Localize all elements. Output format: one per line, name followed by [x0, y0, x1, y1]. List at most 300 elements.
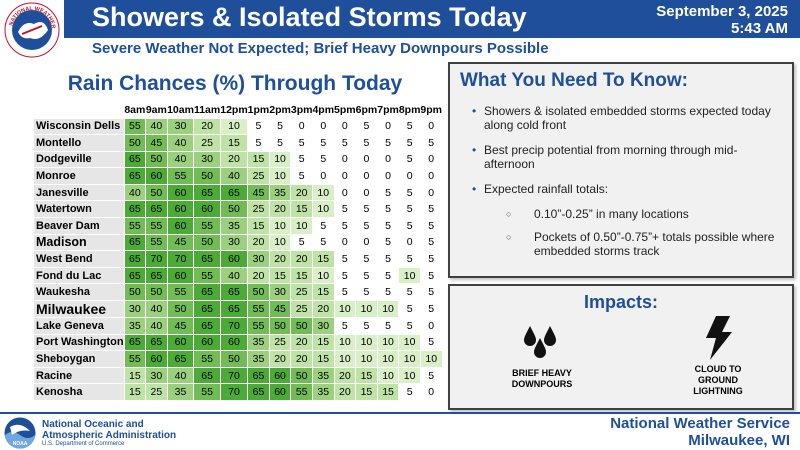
noaa-name-line: National Oceanic and	[42, 419, 144, 430]
rain-chance-cell: 5	[291, 234, 313, 251]
rain-chance-cell: 15	[312, 334, 334, 351]
rain-chance-cell: 65	[194, 318, 220, 335]
rain-chance-cell: 20	[291, 251, 313, 268]
hour-header: 1pm	[247, 103, 270, 116]
rain-chance-cell: 60	[220, 334, 247, 351]
rain-chance-cell: 60	[194, 334, 220, 351]
header	[0, 0, 800, 62]
rain-chance-cell: 15	[291, 201, 313, 218]
rain-chance-cell: 0	[420, 318, 442, 335]
hour-header: 12pm	[220, 103, 248, 116]
rain-chance-cell: 5	[356, 118, 378, 135]
rain-chance-cell: 5	[377, 218, 399, 235]
rain-chance-cell: 55	[167, 168, 194, 185]
rain-chance-cell: 5	[420, 267, 442, 284]
rain-chance-cell: 20	[291, 351, 313, 368]
rain-chance-cell: 5	[269, 118, 291, 135]
rain-chance-cell: 60	[167, 201, 194, 218]
rain-chance-cell: 10	[377, 367, 399, 384]
hour-header: 8pm	[398, 103, 421, 116]
rain-chance-cell: 0	[312, 118, 334, 135]
rain-chance-cell: 50	[167, 301, 194, 318]
rain-chance-cell: 5	[377, 184, 399, 201]
rain-chance-cell: 15	[312, 251, 334, 268]
impacts-title: Impacts:	[583, 292, 659, 312]
key-points-list	[472, 104, 788, 267]
rain-chance-cell: 15	[377, 384, 399, 401]
rain-chance-cell: 0	[312, 168, 334, 185]
city-name: Port Washington	[34, 334, 125, 351]
rain-chance-cell: 0	[356, 168, 378, 185]
rain-chance-cell: 30	[167, 118, 194, 135]
rain-chance-cell: 25	[194, 135, 220, 152]
rain-chance-cell: 15	[291, 267, 313, 284]
rain-chance-cell: 35	[312, 367, 334, 384]
rain-chance-cell: 40	[146, 318, 168, 335]
rain-chance-cell: 0	[399, 168, 421, 185]
rain-chance-cell: 5	[356, 135, 378, 152]
rain-chance-cell: 40	[167, 151, 194, 168]
rain-chance-cell: 5	[377, 318, 399, 335]
rain-chance-cell: 5	[420, 218, 442, 235]
rain-chance-cell: 70	[220, 384, 247, 401]
rain-chance-cell: 65	[220, 184, 247, 201]
rain-chance-cell: 10	[377, 351, 399, 368]
rain-chance-cell: 50	[146, 184, 168, 201]
rain-chance-cell: 25	[248, 201, 270, 218]
rain-chance-cell: 25	[291, 284, 313, 301]
rain-chance-cell: 70	[220, 318, 247, 335]
city-name: Sheboygan	[34, 351, 125, 368]
hour-header-row	[34, 102, 443, 118]
rain-chance-cell: 60	[269, 384, 291, 401]
page-subtitle: Severe Weather Not Expected; Brief Heavy Downpours Possible	[92, 40, 549, 57]
rain-chance-cell: 25	[146, 384, 168, 401]
rain-chance-cell: 15	[269, 267, 291, 284]
rain-chance-cell: 70	[167, 251, 194, 268]
rain-chance-cell: 60	[167, 267, 194, 284]
rain-chance-cell: 60	[194, 201, 220, 218]
rain-chance-cell: 15	[312, 284, 334, 301]
rain-chance-cell: 70	[220, 367, 247, 384]
rain-chance-cell: 10	[399, 334, 421, 351]
rain-chance-cell: 5	[356, 251, 378, 268]
rain-chance-cell: 0	[420, 184, 442, 201]
impact-label-line: GROUND	[698, 375, 738, 385]
rain-chance-cell: 55	[248, 318, 270, 335]
rain-chance-cell: 5	[377, 201, 399, 218]
rain-chance-table	[33, 102, 443, 401]
issue-date: September 3, 2025	[656, 3, 788, 20]
rain-chance-cell: 65	[124, 151, 146, 168]
rain-chance-cell: 35	[248, 351, 270, 368]
rain-chance-cell: 50	[291, 318, 313, 335]
city-name: Madison	[34, 234, 125, 251]
rain-chance-cell: 55	[124, 218, 146, 235]
city-name: Wisconsin Dells	[34, 118, 125, 135]
rain-chance-cell: 5	[356, 318, 378, 335]
rain-chance-cell: 0	[334, 151, 356, 168]
table-row	[34, 318, 443, 335]
rain-chance-cell: 5	[399, 218, 421, 235]
rain-chance-cell: 5	[420, 367, 442, 384]
noaa-department: U.S. Department of Commerce	[42, 441, 125, 447]
rain-chance-cell: 40	[167, 367, 194, 384]
rain-chance-cell: 50	[194, 234, 220, 251]
rain-chance-cell: 30	[194, 151, 220, 168]
rain-chance-cell: 10	[312, 267, 334, 284]
city-name: Janesville	[34, 184, 125, 201]
rain-chance-cell: 45	[146, 135, 168, 152]
hour-header: 11am	[193, 103, 221, 116]
key-point: • Expected rainfall totals:	[472, 182, 788, 196]
rain-table-body	[34, 118, 443, 401]
rain-chance-cell: 20	[291, 184, 313, 201]
rain-chance-cell: 40	[124, 184, 146, 201]
rain-chance-cell: 20	[269, 351, 291, 368]
rain-chance-cell: 50	[220, 351, 247, 368]
nws-logo-icon	[4, 2, 60, 58]
rain-chance-cell: 60	[167, 334, 194, 351]
rain-chance-cell: 20	[220, 151, 247, 168]
rain-chance-cell: 5	[291, 135, 313, 152]
rain-chance-cell: 35	[124, 318, 146, 335]
rain-chance-cell: 0	[334, 184, 356, 201]
city-name: Fond du Lac	[34, 267, 125, 284]
rain-chance-cell: 0	[356, 184, 378, 201]
impact-label-line: LIGHTNING	[693, 386, 743, 396]
rain-chance-cell: 60	[167, 184, 194, 201]
rain-chance-cell: 45	[269, 301, 291, 318]
rain-chance-cell: 0	[291, 118, 313, 135]
rain-chance-cell: 55	[124, 351, 146, 368]
rain-chance-cell: 35	[269, 184, 291, 201]
table-row	[34, 184, 443, 201]
rain-chance-cell: 0	[334, 234, 356, 251]
rain-chance-cell: 5	[399, 118, 421, 135]
rain-chance-cell: 10	[291, 218, 313, 235]
rain-chance-cell: 5	[399, 151, 421, 168]
rain-chance-cell: 25	[291, 301, 313, 318]
rain-chance-cell: 50	[124, 284, 146, 301]
table-row	[34, 118, 443, 135]
issue-datetime	[656, 3, 788, 37]
rain-chance-cell: 35	[220, 218, 247, 235]
rain-chance-cell: 5	[399, 184, 421, 201]
rain-chance-cell: 10	[334, 351, 356, 368]
impact-label-line: CLOUD TO	[694, 364, 742, 374]
rain-chance-cell: 55	[194, 384, 220, 401]
page-title: Showers & Isolated Storms Today	[92, 2, 527, 32]
rain-chance-cell: 5	[377, 284, 399, 301]
rain-chance-cell: 50	[146, 284, 168, 301]
table-corner	[34, 102, 125, 118]
rain-chance-cell: 10	[356, 301, 378, 318]
rain-chance-cell: 5	[356, 201, 378, 218]
rain-chance-cell: 5	[312, 218, 334, 235]
table-row	[34, 201, 443, 218]
rain-chance-cell: 5	[334, 201, 356, 218]
table-row	[34, 251, 443, 268]
rain-chance-cell: 15	[356, 367, 378, 384]
rain-chance-cell: 50	[194, 168, 220, 185]
city-name: Kenosha	[34, 384, 125, 401]
office-name: National Weather Service	[610, 415, 790, 432]
nws-office	[610, 415, 790, 449]
city-name: Monroe	[34, 168, 125, 185]
rain-chance-cell: 15	[248, 218, 270, 235]
rain-chance-cell: 30	[220, 234, 247, 251]
table-title: Rain Chances (%) Through Today	[67, 72, 403, 95]
rain-chance-cell: 65	[124, 334, 146, 351]
table-row	[34, 135, 443, 152]
city-name: Racine	[34, 367, 125, 384]
rain-chance-cell: 55	[248, 301, 270, 318]
rain-chance-cell: 20	[269, 251, 291, 268]
rain-chance-cell: 35	[248, 334, 270, 351]
rain-chance-cell: 5	[248, 118, 270, 135]
rain-chance-cell: 0	[334, 118, 356, 135]
city-name: Waukesha	[34, 284, 125, 301]
rain-chance-cell: 10	[269, 218, 291, 235]
rain-chance-cell: 55	[146, 234, 168, 251]
rain-chance-cell: 5	[377, 135, 399, 152]
rain-chance-cell: 20	[334, 384, 356, 401]
rain-chance-cell: 35	[312, 384, 334, 401]
rain-chance-cell: 45	[167, 234, 194, 251]
rain-chance-cell: 10	[312, 201, 334, 218]
rain-chance-cell: 20	[194, 118, 220, 135]
rain-chance-cell: 5	[399, 284, 421, 301]
rain-chance-cell: 20	[248, 234, 270, 251]
impact-label-line: DOWNPOURS	[511, 379, 573, 389]
rain-chance-cell: 10	[356, 334, 378, 351]
table-row	[34, 384, 443, 401]
noaa-name	[42, 419, 176, 441]
rain-chance-cell: 60	[146, 168, 168, 185]
rain-chance-cell: 50	[291, 367, 313, 384]
footer-divider	[0, 412, 800, 414]
noaa-logo-icon	[4, 417, 36, 449]
rain-chance-cell: 25	[248, 168, 270, 185]
key-points-panel	[448, 62, 794, 278]
rain-chance-cell: 30	[124, 301, 146, 318]
table-row	[34, 334, 443, 351]
rain-chance-cell: 15	[124, 367, 146, 384]
rain-chance-cell: 55	[194, 351, 220, 368]
rain-chance-cell: 25	[269, 334, 291, 351]
rain-chance-cell: 0	[334, 168, 356, 185]
table-row	[34, 168, 443, 185]
city-name: Beaver Dam	[34, 218, 125, 235]
hour-header: 9pm	[420, 103, 443, 116]
rain-chance-cell: 0	[420, 384, 442, 401]
rain-chance-cell: 65	[194, 367, 220, 384]
rain-chance-cell: 65	[194, 301, 220, 318]
key-point: • Best precip potential from morning through mid-afternoon	[472, 143, 788, 171]
rain-chance-cell: 5	[420, 301, 442, 318]
rain-chance-cell: 0	[377, 151, 399, 168]
rain-chance-cell: 15	[248, 151, 270, 168]
rain-chance-cell: 0	[399, 234, 421, 251]
rain-chance-cell: 40	[167, 135, 194, 152]
noaa-name-line: Atmospheric Administration	[42, 430, 177, 441]
key-subpoint: ○ 0.10”-0.25” in many locations	[500, 207, 788, 221]
rain-chance-cell: 5	[420, 135, 442, 152]
rain-chance-cell: 65	[124, 168, 146, 185]
rain-chance-cell: 30	[312, 318, 334, 335]
lightning-icon	[702, 316, 734, 360]
rain-chance-cell: 10	[377, 334, 399, 351]
rain-chance-cell: 5	[334, 284, 356, 301]
rain-chance-cell: 5	[356, 267, 378, 284]
noaa-logo-text: NOAA	[12, 441, 28, 447]
rain-chance-cell: 5	[334, 218, 356, 235]
rain-chance-cell: 60	[167, 218, 194, 235]
rain-chance-cell: 50	[124, 135, 146, 152]
table-row	[34, 151, 443, 168]
rain-chance-cell: 0	[420, 168, 442, 185]
table-row	[34, 301, 443, 318]
rain-chance-cell: 5	[399, 318, 421, 335]
rain-chance-cell: 20	[334, 367, 356, 384]
rain-chance-cell: 40	[220, 267, 247, 284]
rain-chance-cell: 60	[269, 367, 291, 384]
rain-chance-cell: 5	[312, 135, 334, 152]
impacts-panel	[448, 284, 794, 410]
table-row	[34, 218, 443, 235]
rain-chance-cell: 65	[248, 367, 270, 384]
city-name: Watertown	[34, 201, 125, 218]
rain-chance-cell: 65	[146, 267, 168, 284]
rain-chance-cell: 50	[220, 201, 247, 218]
rain-chance-cell: 35	[167, 384, 194, 401]
city-name: Lake Geneva	[34, 318, 125, 335]
rain-chance-cell: 20	[269, 201, 291, 218]
hour-header: 5pm	[334, 103, 356, 116]
rain-chance-cell: 65	[220, 301, 247, 318]
rain-chance-cell: 50	[146, 151, 168, 168]
rain-chance-cell: 20	[248, 267, 270, 284]
rain-chance-cell: 45	[167, 318, 194, 335]
rain-chance-cell: 5	[420, 234, 442, 251]
rain-chance-cell: 5	[291, 168, 313, 185]
rain-chance-cell: 10	[356, 351, 378, 368]
rain-chance-cell: 5	[291, 151, 313, 168]
rain-chance-cell: 55	[194, 267, 220, 284]
rain-chance-cell: 10	[269, 234, 291, 251]
rain-chance-cell: 70	[146, 251, 168, 268]
rain-chance-cell: 55	[291, 384, 313, 401]
rain-chance-cell: 5	[356, 218, 378, 235]
rain-chance-cell: 65	[124, 234, 146, 251]
city-name: Montello	[34, 135, 125, 152]
rain-chance-cell: 65	[124, 201, 146, 218]
rain-chance-cell: 30	[146, 367, 168, 384]
rain-chance-cell: 5	[420, 334, 442, 351]
impact-label-lightning	[668, 364, 768, 397]
rain-chance-cell: 10	[220, 118, 247, 135]
rain-chance-cell: 0	[377, 168, 399, 185]
table-row	[34, 267, 443, 284]
impact-label-line: BRIEF HEAVY	[512, 368, 572, 378]
raindrops-icon	[522, 322, 562, 362]
rain-chance-cell: 30	[269, 284, 291, 301]
rain-chance-cell: 10	[334, 301, 356, 318]
hour-header: 9am	[145, 103, 167, 116]
rain-chance-cell: 30	[248, 251, 270, 268]
rain-chance-cell: 65	[194, 184, 220, 201]
hour-header: 6pm	[355, 103, 378, 116]
hour-header: 4pm	[312, 103, 335, 116]
rain-chance-cell: 15	[220, 135, 247, 152]
key-points-title: What You Need To Know:	[460, 70, 688, 91]
issue-time: 5:43 AM	[731, 20, 788, 37]
rain-chance-cell: 60	[146, 351, 168, 368]
rain-chance-cell: 10	[399, 367, 421, 384]
rain-chance-cell: 55	[146, 218, 168, 235]
logo-text: NATIONAL WEATHER	[8, 5, 56, 29]
rain-chance-cell: 60	[220, 251, 247, 268]
hour-header: 2pm	[269, 103, 291, 116]
rain-chance-cell: 5	[420, 201, 442, 218]
rain-chance-cell: 10	[269, 151, 291, 168]
rain-chance-cell: 5	[399, 384, 421, 401]
city-name: West Bend	[34, 251, 125, 268]
rain-chance-cell: 5	[334, 267, 356, 284]
table-row	[34, 367, 443, 384]
hour-header: 7pm	[377, 103, 399, 116]
rain-chance-cell: 15	[356, 384, 378, 401]
rain-chance-cell: 65	[146, 334, 168, 351]
rain-chance-cell: 45	[248, 184, 270, 201]
rain-chance-cell: 10	[420, 351, 442, 368]
rain-chance-cell: 0	[356, 151, 378, 168]
rain-chance-cell: 5	[312, 151, 334, 168]
rain-chance-cell: 50	[269, 318, 291, 335]
rain-chance-cell: 5	[420, 251, 442, 268]
rain-chance-cell: 0	[420, 118, 442, 135]
rain-chance-cell: 65	[124, 267, 146, 284]
rain-chance-cell: 40	[146, 301, 168, 318]
rain-chance-cell: 50	[248, 284, 270, 301]
hour-header: 3pm	[290, 103, 313, 116]
rain-chance-cell: 5	[377, 267, 399, 284]
rain-chance-cell: 20	[291, 334, 313, 351]
rain-chance-cell: 0	[377, 118, 399, 135]
rain-chance-cell: 5	[334, 318, 356, 335]
rain-chance-cell: 5	[399, 135, 421, 152]
rain-chance-cell: 5	[377, 251, 399, 268]
rain-chance-cell: 15	[124, 384, 146, 401]
city-name: Milwaukee	[34, 301, 125, 318]
rain-chance-cell: 0	[356, 234, 378, 251]
rain-chance-cell: 65	[248, 384, 270, 401]
rain-chance-cell: 65	[146, 201, 168, 218]
rain-chance-cell: 5	[334, 135, 356, 152]
rain-chance-cell: 20	[312, 301, 334, 318]
rain-chance-cell: 5	[399, 301, 421, 318]
rain-chance-cell: 5	[248, 135, 270, 152]
key-subpoint: ○ Pockets of 0.50”-0.75”+ totals possible where embedded storms track	[500, 230, 788, 258]
hour-header: 8am	[124, 103, 146, 116]
hour-header: 10am	[167, 103, 194, 116]
rain-chance-cell: 5	[399, 201, 421, 218]
rain-chance-cell: 5	[420, 284, 442, 301]
rain-chance-cell: 10	[399, 267, 421, 284]
table-row	[34, 351, 443, 368]
rain-chance-cell: 5	[356, 284, 378, 301]
